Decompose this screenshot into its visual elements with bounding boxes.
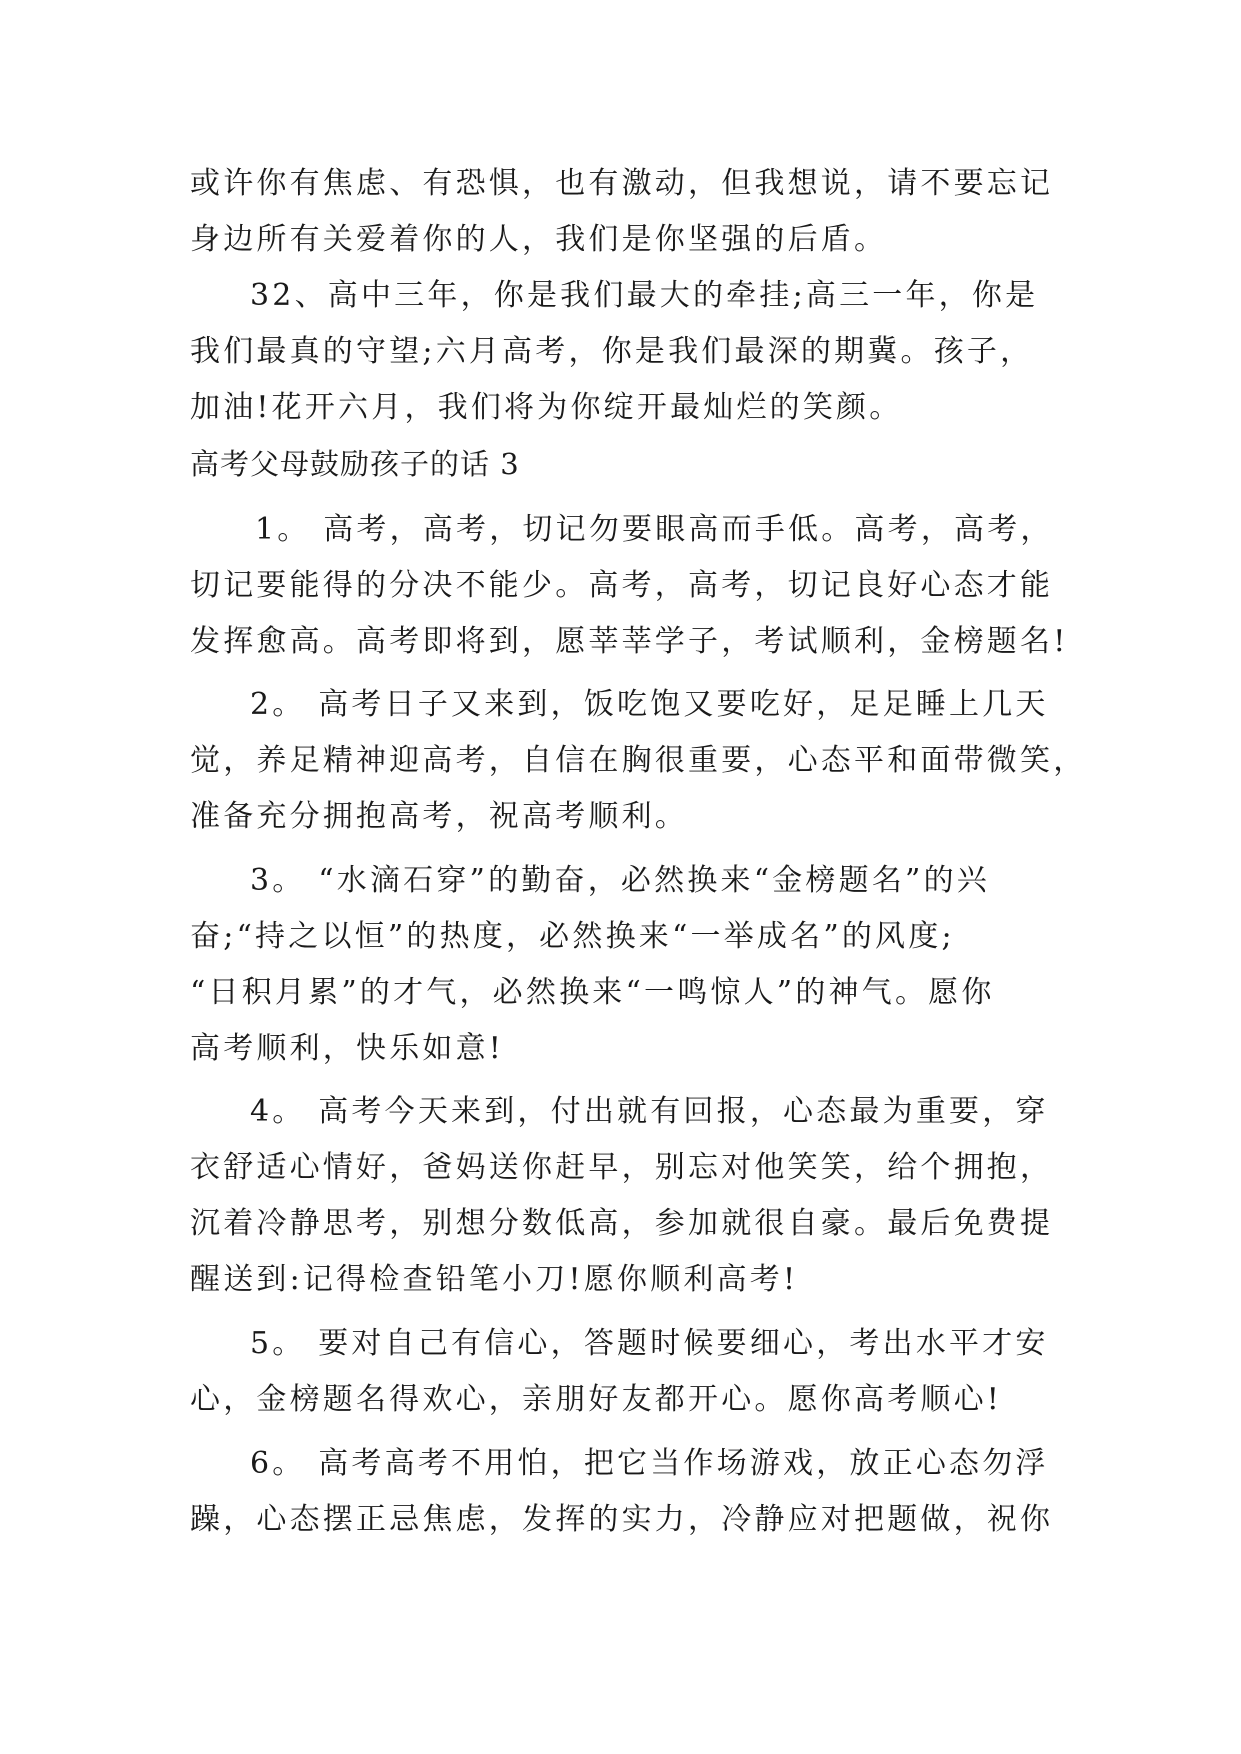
item-3-line-3: “日积月累”的才气，必然换来“一鸣惊人”的神气。愿你 <box>190 975 995 1010</box>
item-6-line-1: 6。 高考高考不用怕，把它当作场游戏，放正心态勿浮 <box>250 1446 1049 1481</box>
item-6-line-2: 躁，心态摆正忌焦虑，发挥的实力，冷静应对把题做，祝你 <box>190 1502 1054 1537</box>
paragraph-32-line-1: 32、高中三年，你是我们最大的牵挂;高三一年，你是 <box>250 278 1039 313</box>
item-2-line-1: 2。 高考日子又来到，饭吃饱又要吃好，足足睡上几天 <box>250 687 1049 722</box>
item-4-line-3: 沉着冷静思考，别想分数低高，参加就很自豪。最后免费提 <box>190 1206 1054 1241</box>
item-4-line-2: 衣舒适心情好，爸妈送你赶早，别忘对他笑笑，给个拥抱， <box>190 1150 1054 1185</box>
item-1-line-1: 1。 高考，高考，切记勿要眼高而手低。高考，高考， <box>255 512 1054 547</box>
item-5-line-2: 心，金榜题名得欢心，亲朋好友都开心。愿你高考顺心! <box>190 1382 1003 1417</box>
item-5-line-1: 5。 要对自己有信心，答题时候要细心，考出水平才安 <box>250 1326 1049 1361</box>
item-1-line-3: 发挥愈高。高考即将到，愿莘莘学子，考试顺利，金榜题名! <box>190 624 1069 659</box>
item-3-line-1: 3。 “水滴石穿”的勤奋，必然换来“金榜题名”的兴 <box>250 863 990 898</box>
item-3-line-2: 奋;“持之以恒”的热度，必然换来“一举成名”的风度; <box>190 919 955 954</box>
item-4-line-1: 4。 高考今天来到，付出就有回报，心态最为重要，穿 <box>250 1094 1049 1129</box>
intro-line-1: 或许你有焦虑、有恐惧，也有激动，但我想说，请不要忘记 <box>190 166 1054 201</box>
paragraph-32-line-2: 我们最真的守望;六月高考，你是我们最深的期冀。孩子， <box>190 334 1034 369</box>
item-3-line-4: 高考顺利，快乐如意! <box>190 1031 505 1066</box>
item-2-line-2: 觉，养足精神迎高考，自信在胸很重要，心态平和面带微笑， <box>190 743 1087 778</box>
item-1-line-2: 切记要能得的分决不能少。高考，高考，切记良好心态才能 <box>190 568 1054 603</box>
item-2-line-3: 准备充分拥抱高考，祝高考顺利。 <box>190 799 688 834</box>
section-heading: 高考父母鼓励孩子的话 3 <box>190 447 520 481</box>
intro-line-2: 身边所有关爱着你的人，我们是你坚强的后盾。 <box>190 222 888 257</box>
paragraph-32-line-3: 加油!花开六月，我们将为你绽开最灿烂的笑颜。 <box>190 390 903 425</box>
item-4-line-4: 醒送到:记得检查铅笔小刀!愿你顺利高考! <box>190 1262 799 1297</box>
